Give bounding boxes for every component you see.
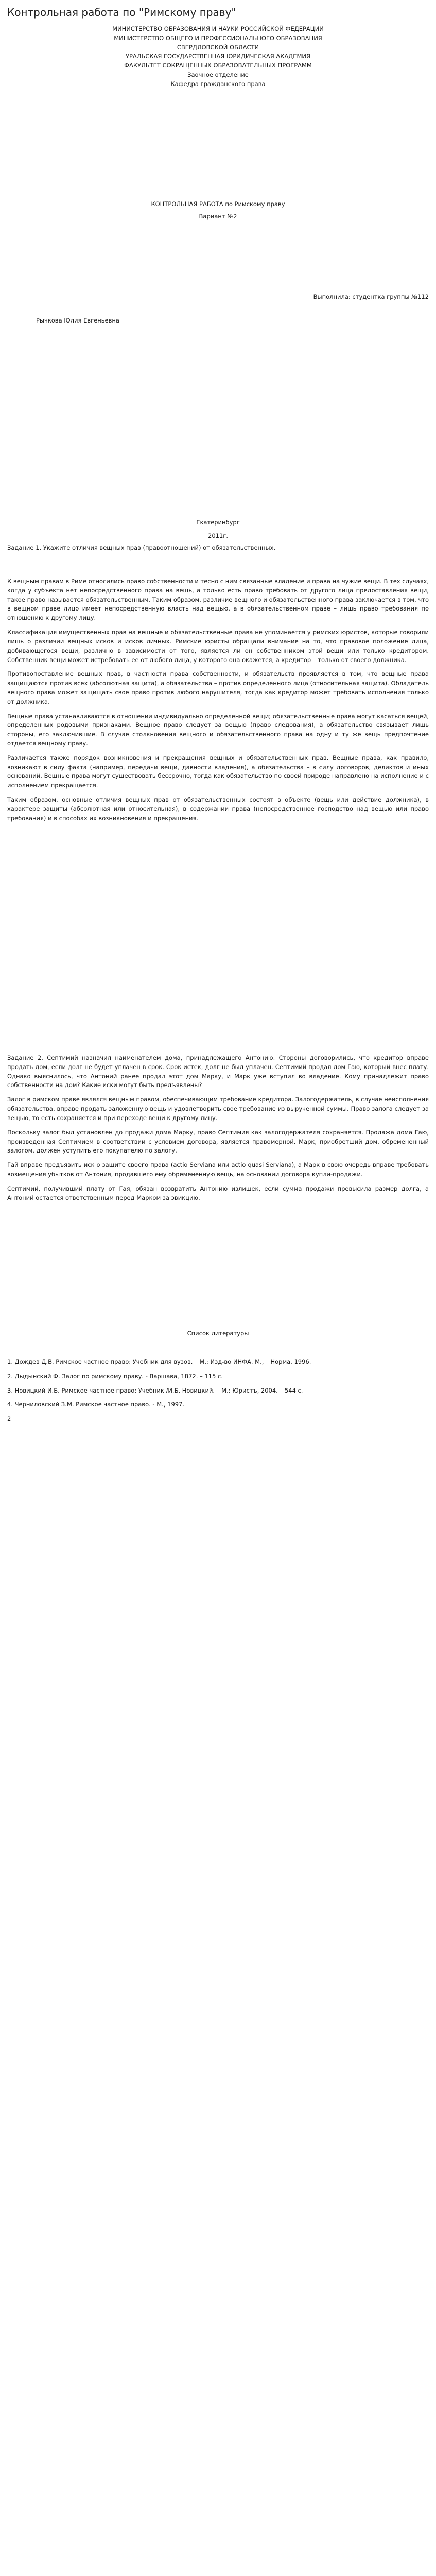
variant-label: Вариант №2 <box>199 212 237 220</box>
work-title: КОНТРОЛЬНАЯ РАБОТА по Римскому праву <box>151 200 285 208</box>
references-heading: Список литературы <box>187 1330 249 1337</box>
page-number: 2 <box>7 1415 11 1423</box>
task1-paragraph: Таким образом, основные отличия вещных прав от обязательственных состоят в объекте (вещь или действие должника), в характере защиты (абсолютная или относительная), в содержании права (непосредственное господство над вещью или право требования) и в способах их возникновения и прекращения. <box>7 796 429 822</box>
reference-item: 1. Дождев Д.В. Римское частное право: Учебник для вузов. – М.: Изд-во ИНФА. М., – Норма, 1996. <box>7 1358 311 1365</box>
institution-header <box>7 25 429 89</box>
header-line: Кафедра гражданского права <box>170 80 266 88</box>
work-title-block <box>7 200 429 222</box>
header-line: Заочное отделение <box>187 71 249 79</box>
task1-paragraph: Различается также порядок возникновения и прекращения вещных и обязательственных прав. Вещные права, как правило, возникают в силу факта (например, передачи вещи, давности владения), а обязательства – в силу договоров, деликтов и иных оснований. Вещные права могут существовать бессрочно, тогда как обязательство по своей природе направлено на исполнение и с исполнением прекращается. <box>7 754 429 789</box>
author-performed <box>7 293 429 302</box>
task2-paragraph: Гай вправе предъявить иск о защите своего права (actio Serviana или actio quasi Serviana), а Марк в свою очередь вправе требовать возмещения убытков от Антония, продавшего ему обремененную вещь, на основании договора купли-продажи. <box>7 1161 429 1178</box>
author-name: Рычкова Юлия Евгеньевна <box>36 317 119 324</box>
document-title: Контрольная работа по "Римскому праву" <box>7 6 236 19</box>
task2-paragraph: Поскольку залог был установлен до продажи дома Марку, право Септимия как залогодержателя сохраняется. Продажа дома Гаю, произведенная Септимием в соответствии с условием договора, является правомерной. Марк, приобретший дом, обремененный залогом, должен уступить его покупателю по залогу. <box>7 1128 429 1155</box>
reference-item: 2. Дыдынский Ф. Залог по римскому праву. - Варшава, 1872. – 115 с. <box>7 1372 223 1380</box>
header-line: МИНИСТЕРСТВО ОБЩЕГО И ПРОФЕССИОНАЛЬНОГО ОБРАЗОВАНИЯ <box>114 34 322 42</box>
reference-item: 3. Новицкий И.Б. Римское частное право: Учебник /И.Б. Новицкий. – М.: Юристъ, 2004. – 544 с. <box>7 1386 303 1394</box>
task1-heading: Задание 1. Укажите отличия вещных прав (правоотношений) от обязательственных. <box>7 544 276 551</box>
header-line: ФАКУЛЬТЕТ СОКРАЩЕННЫХ ОБРАЗОВАТЕЛЬНЫХ ПРОГРАММ <box>124 62 312 70</box>
task1-paragraph: Классификация имущественных прав на вещные и обязательственные права не упоминается у римских юристов, которые говорили лишь о различии вещных исков и исков личных. Римские юристы обращали внимание на то, что правовое положение лица, добивающегося вещи, различно в зависимости от того, является ли он собственником этой вещи или только кредитором. Собственник вещи может истребовать ее от любого лица, у которого она окажется, а кредитор – только от своего должника. <box>7 629 429 664</box>
references-list <box>7 1358 429 1429</box>
city: Екатеринбург <box>196 519 240 526</box>
task1-paragraph: К вещным правам в Риме относились право собственности и тесно с ним связанные владение и права на чужие вещи. В тех случаях, когда у субъекта нет непосредственного права на вещь, а только есть право требовать от другого лица предоставления вещи, такое право называется обязательственным. Таким образом, различие вещного и обязательственного права заключается в том, что в вещном праве лицо имеет непосредственную власть над вещью, а в обязательственном праве – лишь право требования по отношению к другому лицу. <box>7 578 429 622</box>
task1-heading-block <box>7 544 429 553</box>
task1-body <box>7 577 429 828</box>
task2-paragraph: Задание 2. Септимий назначил наименателем дома, принадлежащего Антонию. Стороны договорились, что кредитор вправе продать дом, если долг не будет уплачен в срок. Срок истек, долг не был уплачен. Септимий продал дом Гаю, который внес плату. Однако выяснилось, что Антоний ранее продал этот дом Марку, и Марк уже вступил во владение. Кому принадлежит право собственности на дом? Какие иски могут быть предъявлены? <box>7 1054 429 1089</box>
task2-body <box>7 1054 429 1208</box>
city-year-block <box>7 518 429 541</box>
header-line: МИНИСТЕРСТВО ОБРАЗОВАНИЯ И НАУКИ РОССИЙСКОЙ ФЕДЕРАЦИИ <box>112 25 324 32</box>
references-heading-block <box>7 1329 429 1338</box>
reference-item: 4. Черниловский З.М. Римское частное право. - М., 1997. <box>7 1401 185 1409</box>
task2-paragraph: Залог в римском праве являлся вещным правом, обеспечивающим требование кредитора. Залогодержатель, в случае неисполнения обязательства, вправе продать заложенную вещь и удовлетворить свое требование из вырученной суммы. Право залога следует за вещью, то есть сохраняется и при переходе вещи к другому лицу. <box>7 1096 429 1122</box>
task1-paragraph: Противопоставление вещных прав, в частности права собственности, и обязательств проявляется в том, что вещные права защищаются против всех (абсолютная защита), а обязательства – против определенного лица (относительная защита). Обладатель вещного права может защищать свое право против любого нарушителя, тогда как кредитор может требовать исполнения только от должника. <box>7 670 429 705</box>
task1-paragraph: Вещные права устанавливаются в отношении индивидуально определенной вещи; обязательственные права могут касаться вещей, определенных родовыми признаками. Вещное право следует за вещью (право следования), а обязательство связывает лишь стороны, его заключившие. В случае столкновения вещного и обязательственного права на одну и ту же вещь предпочтение отдается вещному праву. <box>7 712 429 747</box>
task2-paragraph: Септимий, получивший плату от Гая, обязан возвратить Антонию излишек, если сумма продажи превысила размер долга, а Антоний остается ответственным перед Марком за эвикцию. <box>7 1184 429 1201</box>
header-line: СВЕРДЛОВСКОЙ ОБЛАСТИ <box>177 43 259 51</box>
header-line: УРАЛЬСКАЯ ГОСУДАРСТВЕННАЯ ЮРИДИЧЕСКАЯ АКАДЕМИЯ <box>125 53 311 60</box>
author-name-block <box>36 316 345 326</box>
year: 2011г. <box>208 532 228 539</box>
performed-label: Выполнила: студентка группы №112 <box>313 293 429 300</box>
